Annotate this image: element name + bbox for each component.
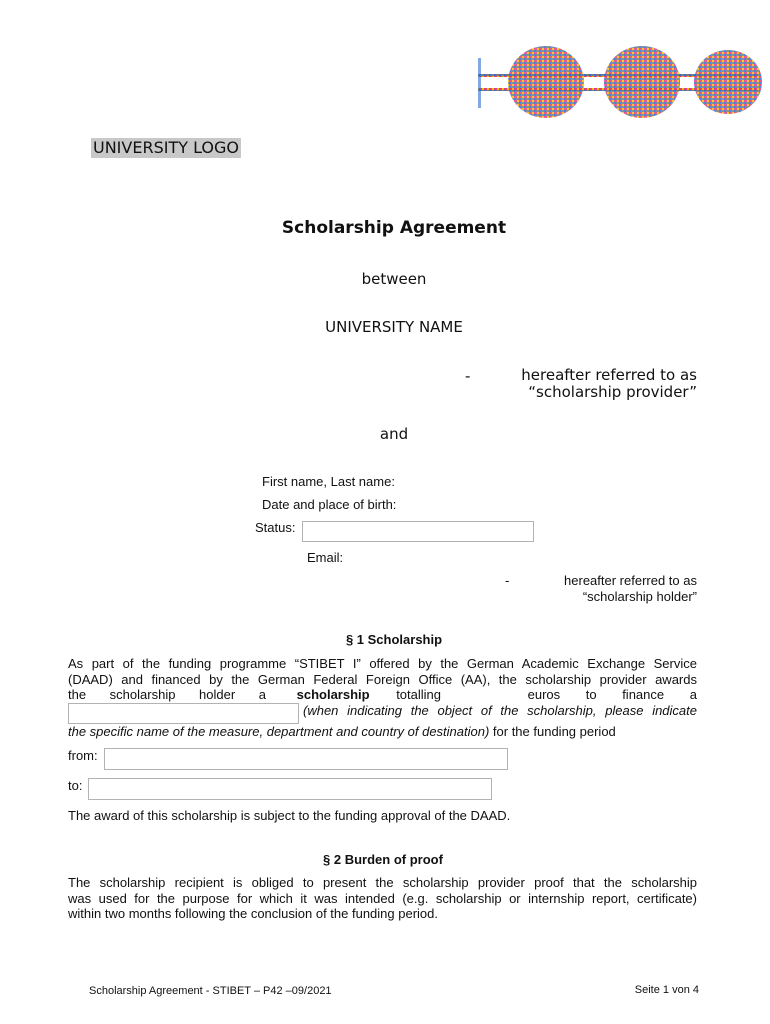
- section2-heading: § 2 Burden of proof: [323, 852, 443, 867]
- line3-totalling: totalling: [396, 687, 441, 702]
- document-title: Scholarship Agreement: [281, 218, 507, 238]
- line3-text-a: the scholarship holder a: [68, 687, 267, 702]
- section2-line2: was used for the purpose for which it was intended (e.g. scholarship or internship report, certificate): [68, 890, 697, 906]
- scholarship-object-field[interactable]: [68, 703, 299, 724]
- section2-line3: within two months following the conclusion of the funding period.: [68, 906, 438, 921]
- section1-line3: [68, 687, 697, 703]
- approval-text: The award of this scholarship is subject to the funding approval of the DAAD.: [68, 808, 511, 823]
- provider-ref-line2: “scholarship provider”: [528, 383, 697, 401]
- line3-end: euros to finance a: [527, 687, 697, 702]
- section2-paragraph: [68, 875, 697, 922]
- university-name: UNIVERSITY NAME: [325, 318, 463, 336]
- section1-line1: As part of the funding programme “STIBET I” offered by the German Academic Exchange Service: [68, 656, 697, 671]
- holder-reference: [500, 573, 697, 605]
- university-logo-label: UNIVERSITY LOGO: [93, 138, 240, 157]
- line3-start: [68, 687, 286, 703]
- section1-line2: (DAAD) and financed by the German Federal Foreign Office (AA), the scholarship provider awards: [68, 671, 697, 687]
- holder-dash: -: [505, 573, 510, 588]
- section1-paragraph: [68, 656, 697, 703]
- line3-bold: scholarship: [296, 687, 370, 702]
- and-text: and: [379, 425, 409, 443]
- object-hint-line1: (when indicating the object of the scholarship, please indicate: [303, 703, 697, 718]
- from-field[interactable]: [104, 748, 508, 770]
- provider-ref-line1: hereafter referred to as: [521, 366, 697, 384]
- daad-logo-icon: [474, 44, 764, 120]
- holder-ref-line2: “scholarship holder”: [582, 589, 697, 604]
- email-label: Email:: [307, 550, 344, 565]
- between-text: between: [361, 270, 427, 288]
- provider-dash: -: [465, 367, 471, 385]
- object-hint-line2: [68, 724, 697, 739]
- birth-label: Date and place of birth:: [262, 497, 397, 512]
- holder-ref-line1: hereafter referred to as: [564, 573, 697, 588]
- funding-period-text: for the funding period: [489, 724, 616, 739]
- page-number: Seite 1 von 4: [634, 984, 699, 996]
- to-label: to:: [68, 778, 83, 793]
- object-hint-italic: the specific name of the measure, department and country of destination): [68, 724, 490, 739]
- name-label: First name, Last name:: [262, 474, 395, 489]
- university-logo-placeholder: [91, 138, 241, 158]
- section2-line1: The scholarship recipient is obliged to present the scholarship provider proof that the scholarship: [68, 875, 697, 890]
- provider-reference: [460, 367, 697, 401]
- section1-heading: § 1 Scholarship: [345, 632, 443, 647]
- status-field[interactable]: [302, 521, 534, 542]
- to-field[interactable]: [88, 778, 492, 800]
- footer-left: Scholarship Agreement - STIBET – P42 –09/2021: [89, 985, 332, 997]
- from-label: from:: [68, 748, 98, 763]
- status-label: Status:: [255, 520, 296, 535]
